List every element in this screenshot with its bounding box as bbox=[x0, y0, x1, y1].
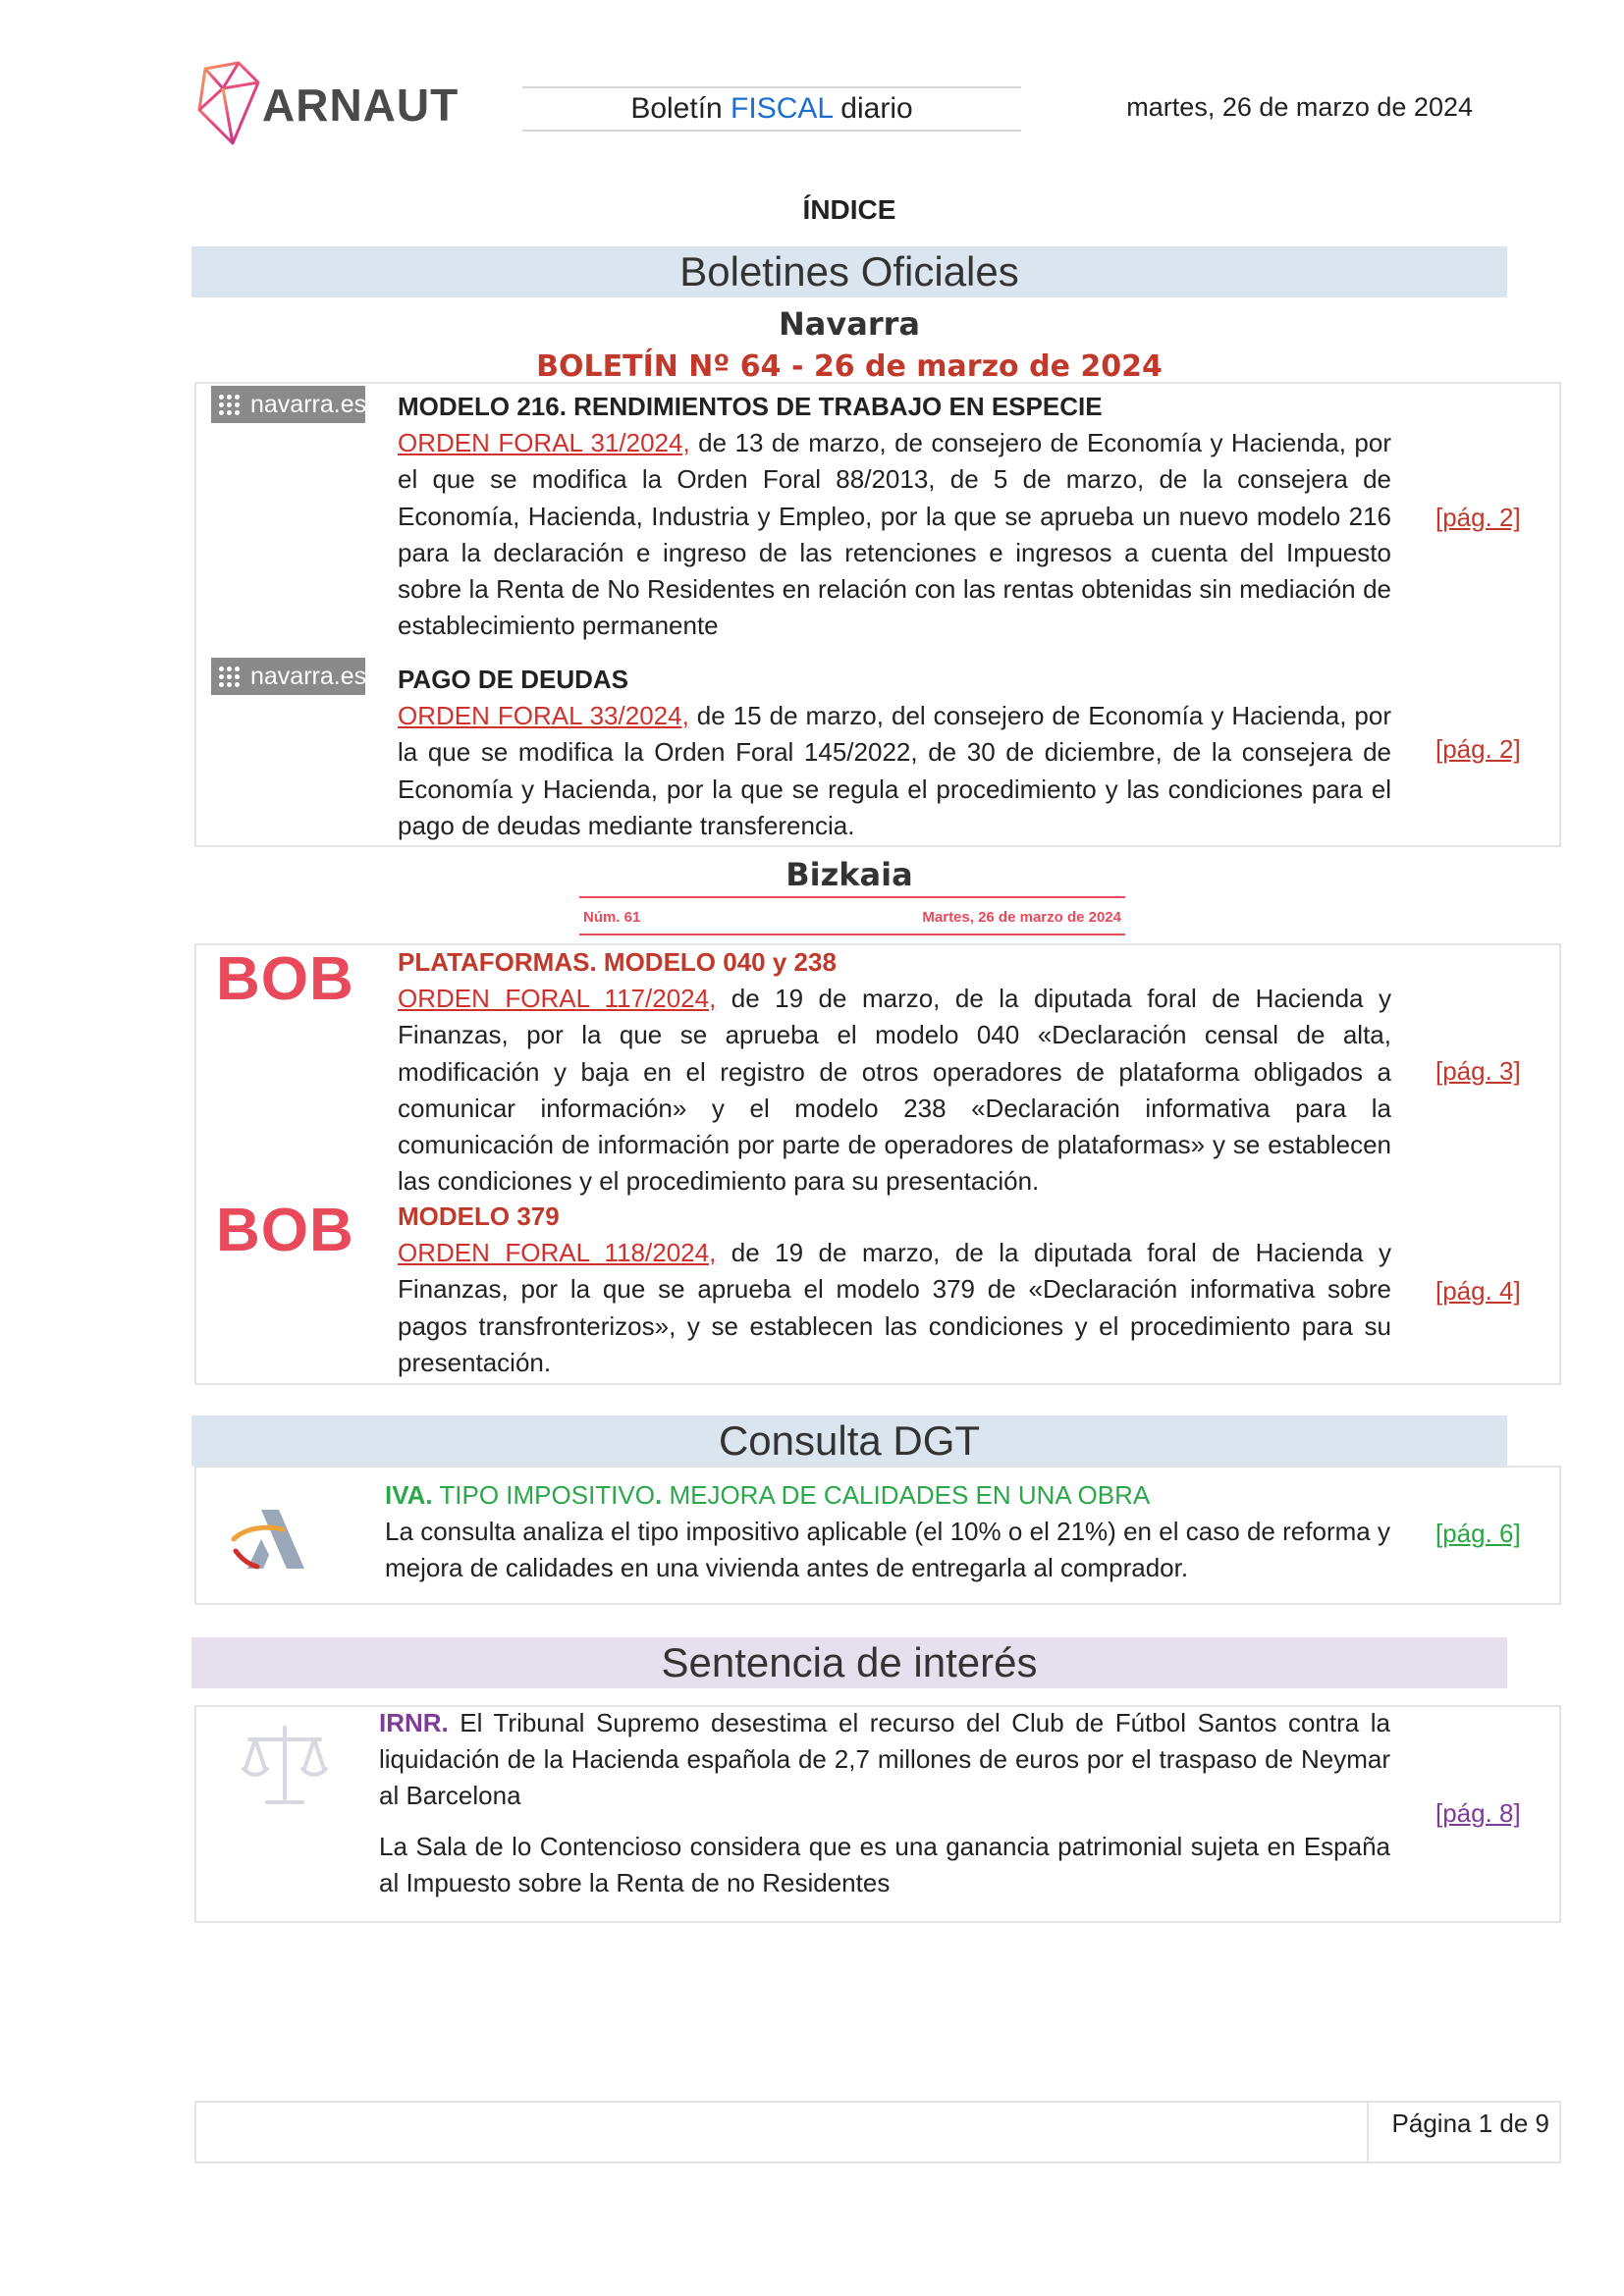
entry-text: de 13 de marzo, de consejero de Economía y Hacienda, por el que se modifica la Orden Foral 88/2013, de 5 de marzo, de la consejera de Economía, Hacienda, Industria y Empleo, por la que se aprueba un nuevo modelo 216 para la declaración e ingreso de las retenciones e ingresos a cuenta del Impuesto sobre la Renta de No Residentes en relación con las rentas obtenidas sin mediación de establecimiento permanente bbox=[398, 428, 1391, 641]
region-navarra: Navarra bbox=[779, 305, 920, 343]
navarra-entry-2 bbox=[398, 662, 1391, 844]
diamond-logo-icon bbox=[193, 59, 262, 147]
grid-dots-icon bbox=[219, 667, 241, 688]
dgt-title-rest: MEJORA DE CALIDADES EN UNA OBRA bbox=[662, 1480, 1151, 1510]
navarra-logo bbox=[211, 658, 365, 695]
sentencia-tag: IRNR. bbox=[379, 1708, 449, 1737]
pag-4-link[interactable]: [pág. 4] bbox=[1435, 1276, 1521, 1306]
pag-8-link[interactable]: [pág. 8] bbox=[1435, 1798, 1521, 1828]
dgt-title-main: TIPO IMPOSITIVO bbox=[432, 1480, 655, 1510]
bulletin-suffix: diario bbox=[832, 92, 913, 125]
entry-title: PLATAFORMAS. MODELO 040 y 238 bbox=[398, 947, 837, 977]
entry-title: MODELO 379 bbox=[398, 1201, 560, 1231]
bob-number: Núm. 61 bbox=[583, 909, 641, 926]
footer-box bbox=[194, 2101, 1561, 2163]
entry-title: PAGO DE DEUDAS bbox=[398, 665, 628, 694]
logo-text: ARNAUT bbox=[262, 80, 460, 131]
section-boletines-title: Boletines Oficiales bbox=[191, 246, 1507, 297]
header-date: martes, 26 de marzo de 2024 bbox=[1126, 92, 1473, 122]
pag-2-link[interactable]: [pág. 2] bbox=[1435, 503, 1521, 532]
pag-6-link[interactable]: [pág. 6] bbox=[1435, 1519, 1521, 1548]
entry-text: El Tribunal Supremo desestima el recurso del Club de Fútbol Santos contra la liquidación de la Hacienda española de 2,7 millones de euros por el traspaso de Neymar al Barcelona bbox=[379, 1708, 1390, 1811]
page-number: Página 1 de 9 bbox=[1391, 2109, 1549, 2138]
entry-text: de 15 de marzo, del consejero de Economía y Hacienda, por la que se modifica la Orden Foral 145/2022, de 30 de diciembre, de la consejera de Economía y Hacienda, por la que se regula el procedimiento y las condiciones para el pago de deudas mediante transferencia. bbox=[398, 701, 1391, 840]
bob-logo: BOB bbox=[216, 1197, 354, 1264]
bob-logo: BOB bbox=[216, 945, 354, 1013]
entry-text: La consulta analiza el tipo impositivo aplicable (el 10% o el 21%) en el caso de reforma y mejora de calidades en una vivienda antes de entregarla al comprador. bbox=[385, 1517, 1390, 1583]
index-title: ÍNDICE bbox=[802, 194, 896, 225]
region-bizkaia: Bizkaia bbox=[785, 856, 913, 893]
navarra-logo-text: navarra.es bbox=[250, 391, 367, 418]
bob-date: Martes, 26 de marzo de 2024 bbox=[922, 909, 1121, 926]
bulletin-prefix: Boletín bbox=[630, 92, 731, 125]
sentencia-paragraph-1 bbox=[379, 1705, 1390, 1815]
pag-3-link[interactable]: [pág. 3] bbox=[1435, 1056, 1521, 1086]
pag-2-link[interactable]: [pág. 2] bbox=[1435, 734, 1521, 764]
entry-title: MODELO 216. RENDIMIENTOS DE TRABAJO EN ESPECIE bbox=[398, 392, 1103, 421]
entry-text: de 19 de marzo, de la diputada foral de Hacienda y Finanzas, por la que se aprueba el modelo 379 de «Declaración informativa sobre pagos transfronterizos», y se establecen las condiciones y el procedimiento para su presentación. bbox=[398, 1238, 1391, 1377]
orden-foral-33-link[interactable]: ORDEN FORAL 33/2024, bbox=[398, 701, 689, 731]
dgt-tag: IVA. bbox=[385, 1480, 433, 1510]
section-dgt-title: Consulta DGT bbox=[191, 1415, 1507, 1467]
arnaut-logo bbox=[201, 63, 460, 151]
navarra-logo bbox=[211, 386, 365, 423]
orden-foral-31-link[interactable]: ORDEN FORAL 31/2024, bbox=[398, 428, 690, 458]
orden-foral-118-link[interactable]: ORDEN FORAL 118/2024, bbox=[398, 1238, 717, 1268]
bulletin-accent: FISCAL bbox=[731, 92, 833, 125]
sentencia-paragraph-2: La Sala de lo Contencioso considera que es una ganancia patrimonial sujeta en España al Impuesto sobre la Renta de no Residentes bbox=[379, 1831, 1390, 1897]
bob-header-strip bbox=[579, 896, 1125, 935]
grid-dots-icon bbox=[219, 395, 241, 416]
bizkaia-entry-1 bbox=[398, 944, 1391, 1200]
navarra-boletin-line: BOLETÍN Nº 64 - 26 de marzo de 2024 bbox=[536, 349, 1163, 384]
entry-text: de 19 de marzo, de la diputada foral de Hacienda y Finanzas, por la que se aprueba el modelo 040 «Declaración censal de alta, modificación y baja en el registro de otros operadores de plataforma obligados a comunicar información» y el modelo 238 «Declaración informativa para la comunicación de información por parte de operadores de plataformas» y se establecen las condiciones y el procedimiento para su presentación. bbox=[398, 984, 1391, 1197]
bizkaia-entry-2 bbox=[398, 1199, 1391, 1381]
navarra-logo-text: navarra.es bbox=[250, 663, 367, 690]
agencia-tributaria-icon bbox=[228, 1504, 308, 1575]
navarra-entry-1 bbox=[398, 389, 1391, 644]
orden-foral-117-link[interactable]: ORDEN FORAL 117/2024, bbox=[398, 984, 717, 1014]
scales-of-justice-icon bbox=[240, 1720, 330, 1810]
sentencia-entry bbox=[379, 1705, 1390, 1901]
dgt-title-dot: . bbox=[654, 1480, 663, 1510]
dgt-entry bbox=[385, 1477, 1390, 1587]
section-sentencia-title: Sentencia de interés bbox=[191, 1637, 1507, 1688]
bulletin-title bbox=[522, 86, 1021, 132]
page-header bbox=[0, 0, 1624, 167]
dgt-entry-title bbox=[385, 1477, 1390, 1514]
